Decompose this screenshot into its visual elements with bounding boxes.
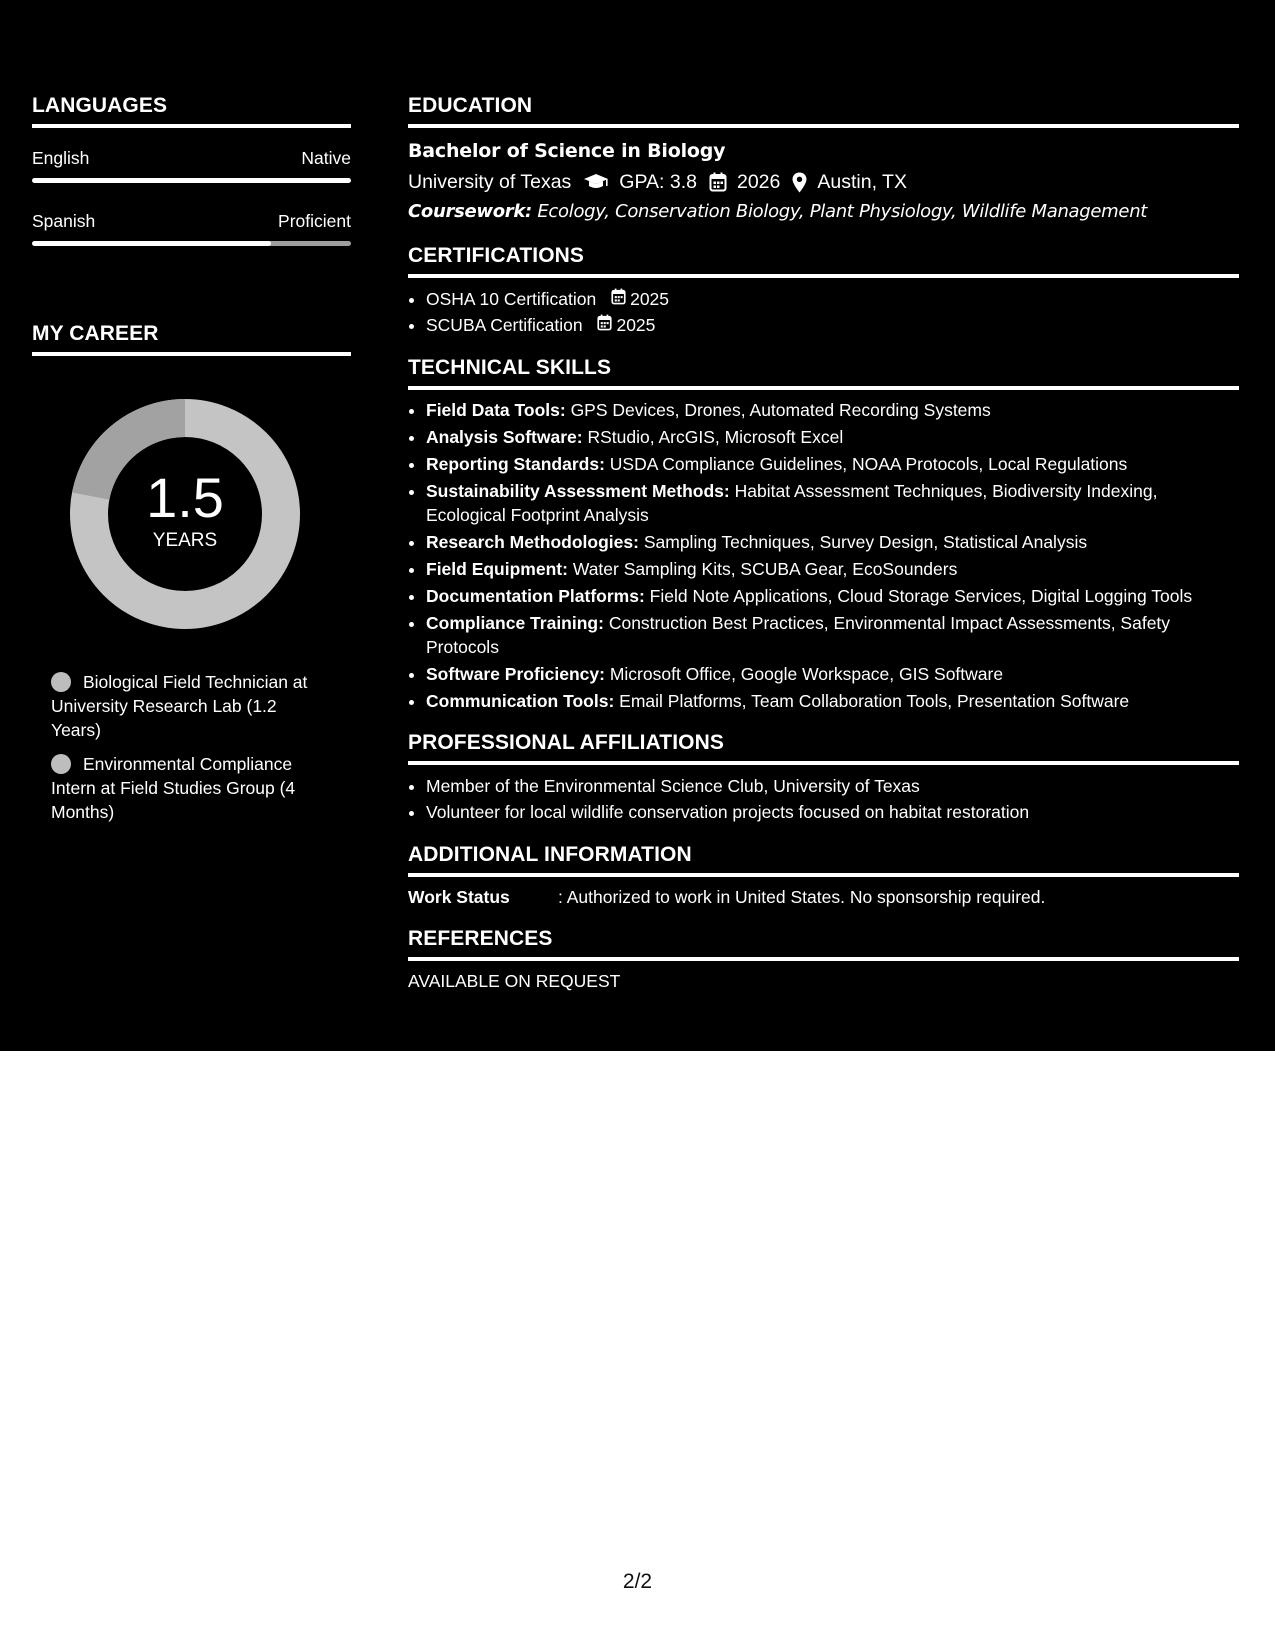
skills-list xyxy=(408,398,1239,713)
language-name: English xyxy=(32,148,90,168)
skill-item xyxy=(426,662,1239,686)
graduation-cap-icon xyxy=(583,173,609,191)
skill-value: Field Note Applications, Cloud Storage Services, Digital Logging Tools xyxy=(649,586,1193,606)
certification-year: 2025 xyxy=(616,315,656,335)
career-years-label: YEARS xyxy=(152,530,218,551)
skill-item xyxy=(426,611,1239,659)
education-location: Austin, TX xyxy=(817,171,907,193)
coursework-label: Coursework: xyxy=(408,201,532,222)
calendar-icon xyxy=(611,286,630,312)
certification-year: 2025 xyxy=(630,289,670,309)
skill-value: GPS Devices, Drones, Automated Recording Systems xyxy=(570,400,991,420)
references-text: AVAILABLE ON REQUEST xyxy=(408,971,621,991)
skill-label: Sustainability Assessment Methods: xyxy=(426,481,730,501)
language-level-bar xyxy=(32,241,351,246)
skill-item xyxy=(426,452,1239,476)
certifications-list xyxy=(408,286,1239,338)
calendar-icon xyxy=(709,172,727,192)
certification-item xyxy=(426,312,1239,338)
skill-label: Reporting Standards: xyxy=(426,454,605,474)
education-school: University of Texas xyxy=(408,171,572,193)
skill-item xyxy=(426,479,1239,527)
map-pin-icon xyxy=(792,172,807,193)
work-status-row xyxy=(408,885,1239,909)
skill-label: Software Proficiency: xyxy=(426,664,605,684)
affiliations-title: PROFESSIONAL AFFILIATIONS xyxy=(408,731,1239,765)
skill-item xyxy=(426,530,1239,554)
skill-value: Email Platforms, Team Collaboration Tools, Presentation Software xyxy=(619,691,1130,711)
work-status-value: : Authorized to work in United States. No sponsorship required. xyxy=(558,887,1046,907)
language-name: Spanish xyxy=(32,211,96,231)
career-item xyxy=(51,752,312,824)
language-level-bar xyxy=(32,178,351,183)
coursework-list: Ecology, Conservation Biology, Plant Physiology, Wildlife Management xyxy=(537,201,1148,222)
left-column xyxy=(32,94,351,834)
language-level: Proficient xyxy=(278,211,351,231)
bullet-dot-icon xyxy=(51,672,71,692)
skill-item xyxy=(426,584,1239,608)
language-level-fill xyxy=(32,178,351,183)
skill-value: Sampling Techniques, Survey Design, Statistical Analysis xyxy=(643,532,1088,552)
certification-name: OSHA 10 Certification xyxy=(426,289,597,309)
skill-label: Compliance Training: xyxy=(426,613,604,633)
additional-info-title: ADDITIONAL INFORMATION xyxy=(408,843,1239,877)
skill-label: Field Data Tools: xyxy=(426,400,566,420)
career-years-donut xyxy=(65,394,305,634)
career-list xyxy=(32,670,312,824)
career-item-text: Environmental Compliance Intern at Field Studies Group (4 Months) xyxy=(51,754,296,822)
skill-item xyxy=(426,398,1239,422)
skill-label: Research Methodologies: xyxy=(426,532,639,552)
certifications-title: CERTIFICATIONS xyxy=(408,244,1239,278)
right-column xyxy=(408,94,1239,993)
education-year: 2026 xyxy=(736,171,781,193)
skill-value: RStudio, ArcGIS, Microsoft Excel xyxy=(587,427,844,447)
skill-item xyxy=(426,425,1239,449)
certification-name: SCUBA Certification xyxy=(426,315,583,335)
affiliation-item: • Member of the Environmental Science Club, University of Texas xyxy=(426,773,1239,799)
education-title: EDUCATION xyxy=(408,94,1239,128)
skill-label: Analysis Software: xyxy=(426,427,583,447)
skill-value: Construction Best Practices, Environmental Impact Assessments, Safety Protocols xyxy=(426,613,1171,657)
skill-label: Communication Tools: xyxy=(426,691,615,711)
certification-item xyxy=(426,286,1239,312)
affiliation-item: • Volunteer for local wildlife conservation projects focused on habitat restoration xyxy=(426,799,1239,825)
skill-value: Microsoft Office, Google Workspace, GIS Software xyxy=(609,664,1004,684)
education-degree: Bachelor of Science in Biology xyxy=(408,140,726,162)
education-coursework xyxy=(408,198,1239,226)
skill-item xyxy=(426,689,1239,713)
education-meta xyxy=(408,168,1239,196)
languages-title: LANGUAGES xyxy=(32,94,351,128)
career-title: MY CAREER xyxy=(32,322,351,356)
career-item xyxy=(51,670,312,742)
language-item xyxy=(32,148,351,183)
affiliations-list xyxy=(408,773,1239,825)
language-level-fill xyxy=(32,241,271,246)
skill-value: Habitat Assessment Techniques, Biodiversity Indexing, Ecological Footprint Analysis xyxy=(426,481,1158,525)
calendar-icon xyxy=(597,312,616,338)
skill-label: Documentation Platforms: xyxy=(426,586,645,606)
career-item-text: Biological Field Technician at University Research Lab (1.2 Years) xyxy=(51,672,308,740)
page-number: 2/2 xyxy=(622,1570,653,1593)
bullet-dot-icon xyxy=(51,754,71,774)
career-years-value: 1.5 xyxy=(146,466,224,529)
skill-item xyxy=(426,557,1239,581)
skills-title: TECHNICAL SKILLS xyxy=(408,356,1239,390)
language-item xyxy=(32,211,351,246)
skill-value: USDA Compliance Guidelines, NOAA Protocols, Local Regulations xyxy=(609,454,1128,474)
work-status-label: Work Status xyxy=(408,887,510,907)
skill-label: Field Equipment: xyxy=(426,559,568,579)
education-gpa: GPA: 3.8 xyxy=(619,171,697,193)
skill-value: Water Sampling Kits, SCUBA Gear, EcoSounders xyxy=(572,559,958,579)
language-level: Native xyxy=(301,148,351,168)
references-title: REFERENCES xyxy=(408,927,1239,961)
